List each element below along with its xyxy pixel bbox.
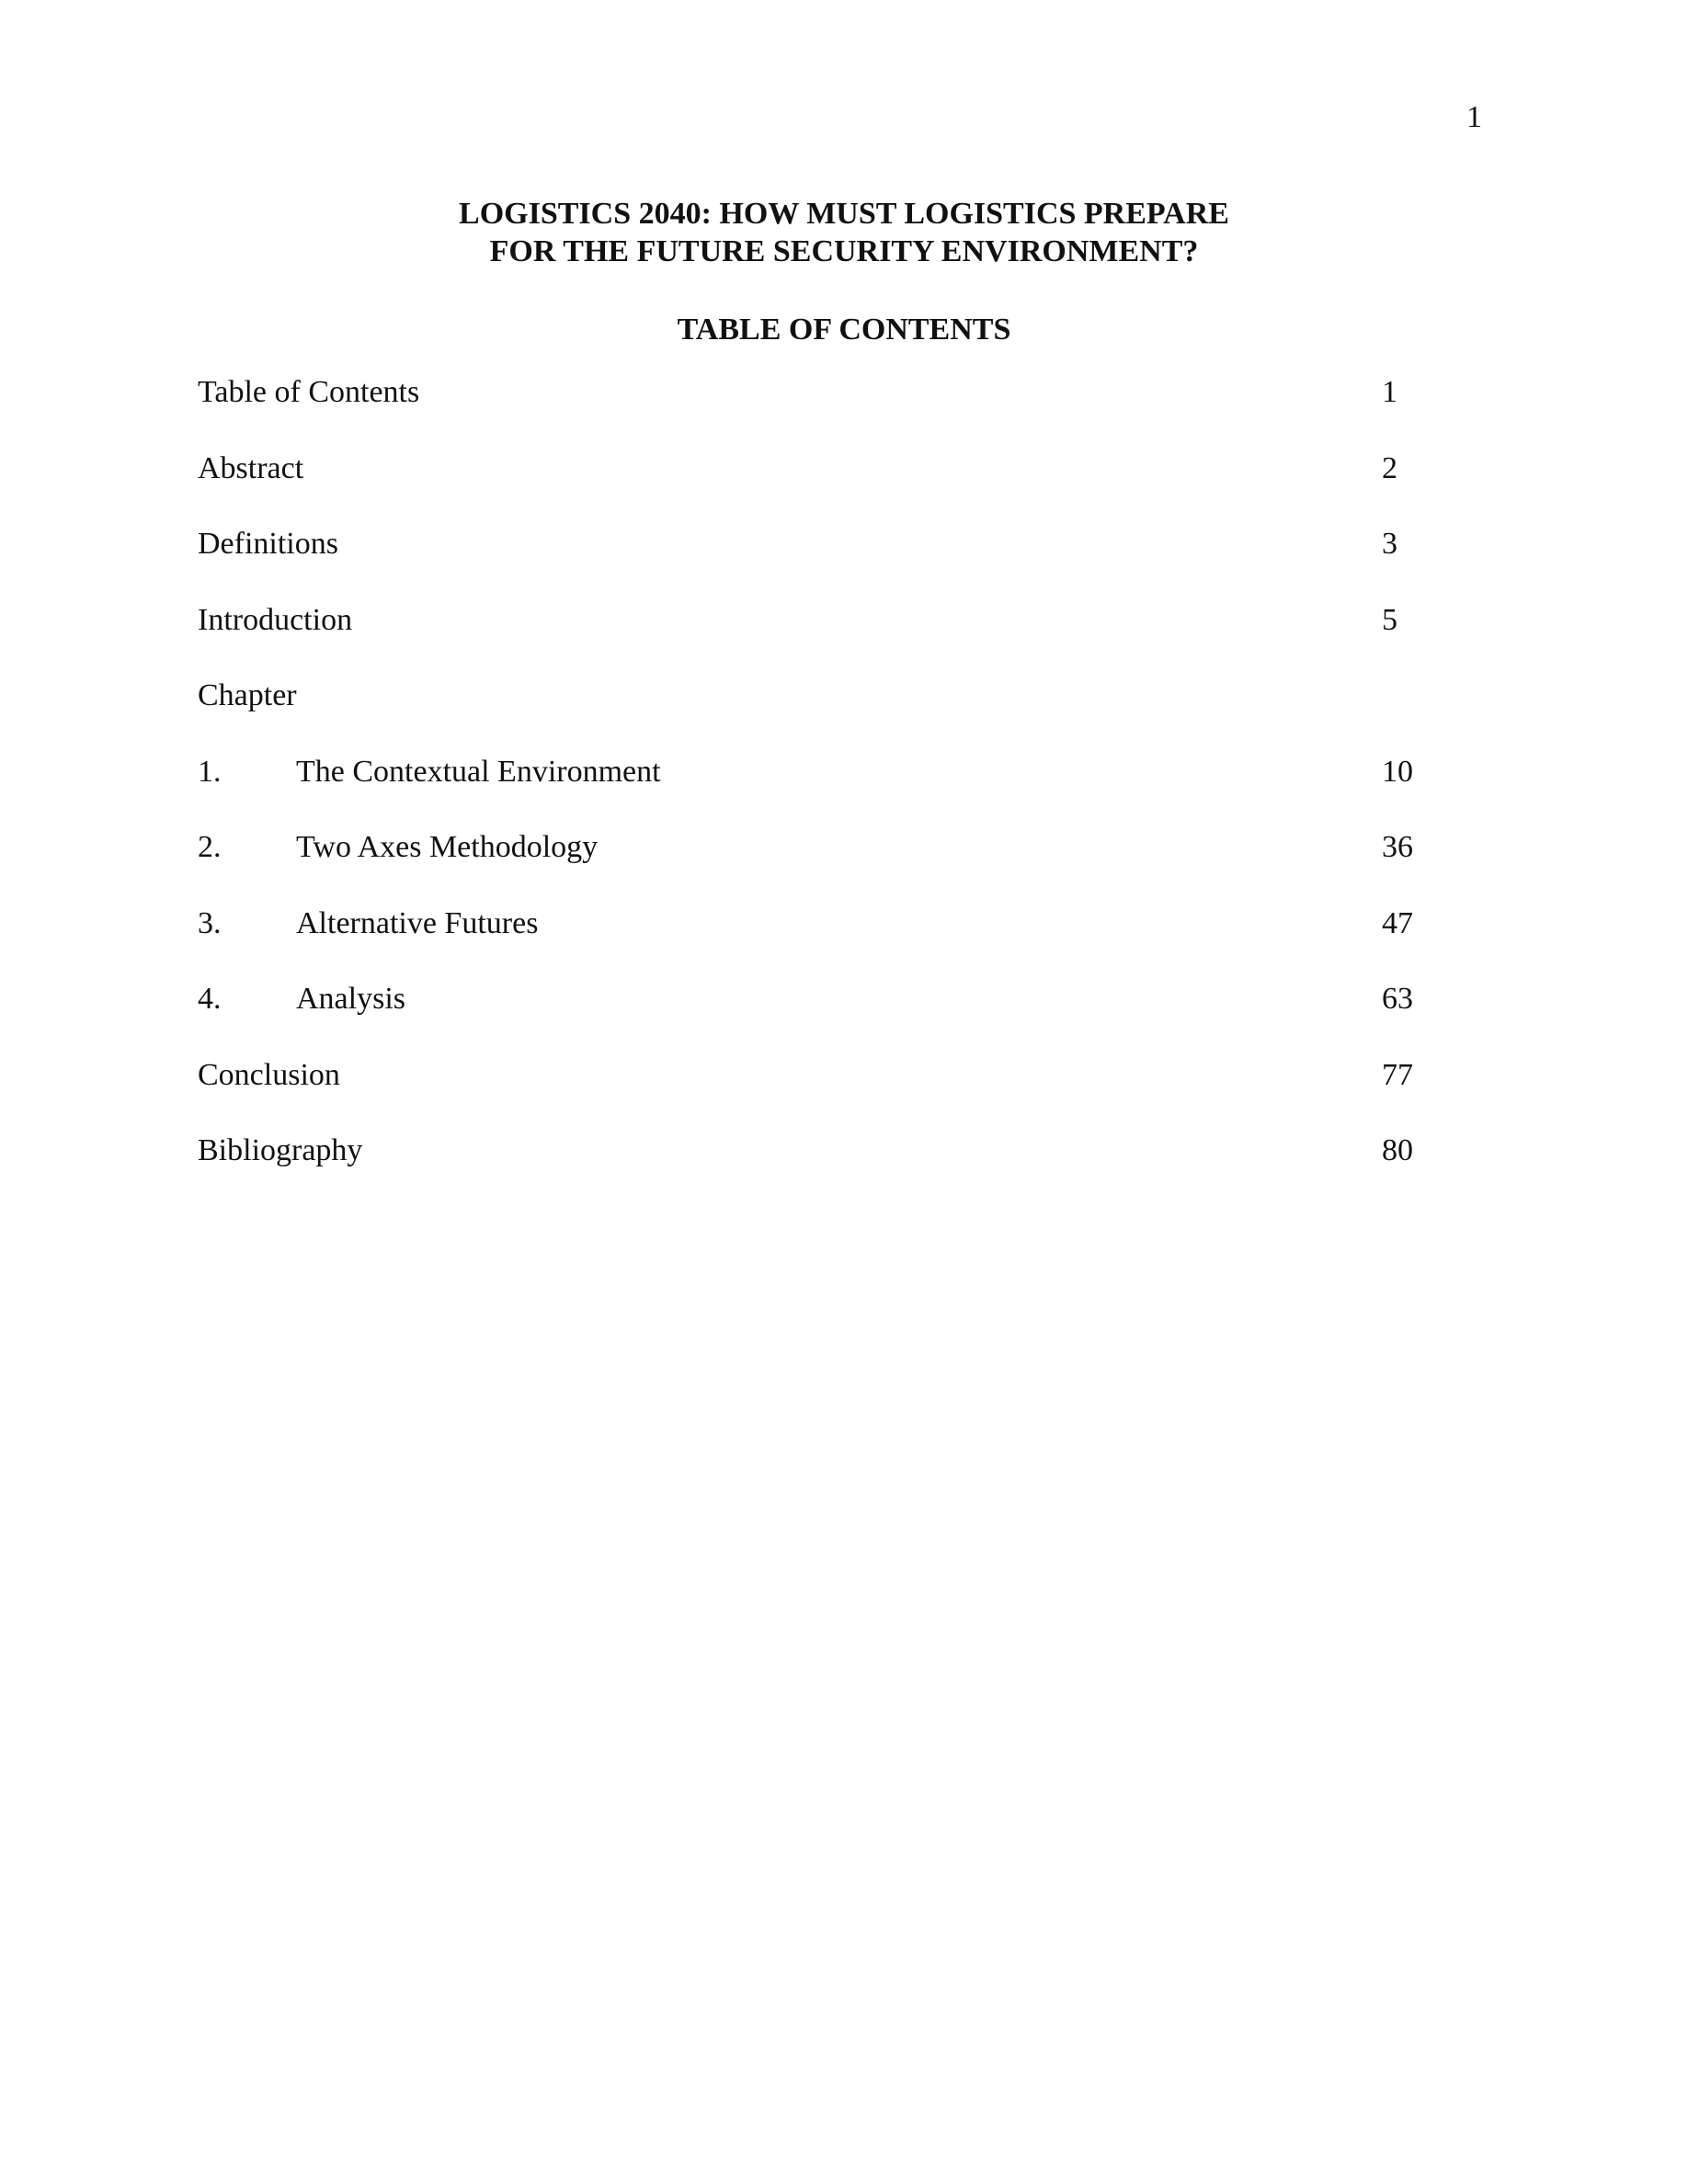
toc-entry-number: 2. <box>198 830 222 864</box>
toc-entry-page: 63 <box>1382 982 1413 1016</box>
toc-entry-label: Introduction <box>198 602 353 637</box>
toc-entry-number: 3. <box>198 905 222 940</box>
toc-entry-number: 4. <box>198 982 222 1016</box>
toc-entry-bibliography <box>198 1128 1430 1204</box>
toc-entry-page: 36 <box>1382 830 1413 864</box>
document-title-line-2: FOR THE FUTURE SECURITY ENVIRONMENT? <box>489 234 1199 268</box>
toc-entry-label: Analysis <box>296 982 405 1016</box>
toc-entry-table-of-contents <box>198 370 1430 446</box>
toc-entry-chapter-2 <box>198 825 1430 901</box>
toc-entry-chapter-4 <box>198 976 1430 1052</box>
toc-entry-label: Abstract <box>198 450 304 485</box>
toc-entry-chapter-3 <box>198 901 1430 977</box>
toc-entry-introduction <box>198 597 1430 674</box>
page-number: 1 <box>1466 100 1482 134</box>
toc-entry-page: 77 <box>1382 1057 1413 1092</box>
toc-entry-label: Conclusion <box>198 1057 340 1092</box>
toc-entry-label: Definitions <box>198 527 338 561</box>
toc-entry-page: 80 <box>1382 1133 1413 1167</box>
toc-entry-page: 1 <box>1382 375 1397 409</box>
toc-entry-chapter-1 <box>198 749 1430 825</box>
toc-entry-page: 3 <box>1382 527 1397 561</box>
toc-entry-page: 2 <box>1382 450 1397 485</box>
toc-entry-page: 47 <box>1382 905 1413 940</box>
toc-entry-page: 10 <box>1382 754 1413 789</box>
toc-entry-abstract <box>198 446 1430 522</box>
toc-entry-label: Chapter <box>198 678 297 712</box>
toc-entry-label: Bibliography <box>198 1133 363 1167</box>
document-title-line-1: LOGISTICS 2040: HOW MUST LOGISTICS PREPARE <box>459 197 1229 231</box>
toc-entry-number: 1. <box>198 754 222 789</box>
toc-heading: TABLE OF CONTENTS <box>677 313 1011 347</box>
toc-entry-label: The Contextual Environment <box>296 754 661 789</box>
toc-list <box>198 370 1430 1204</box>
toc-entry-label: Table of Contents <box>198 375 420 409</box>
toc-entry-definitions <box>198 521 1430 597</box>
toc-entry-chapter-heading <box>198 673 1430 749</box>
toc-entry-label: Alternative Futures <box>296 905 539 940</box>
toc-entry-page: 5 <box>1382 602 1397 637</box>
toc-entry-conclusion <box>198 1052 1430 1129</box>
toc-entry-label: Two Axes Methodology <box>296 830 599 864</box>
document-title <box>0 195 1688 270</box>
